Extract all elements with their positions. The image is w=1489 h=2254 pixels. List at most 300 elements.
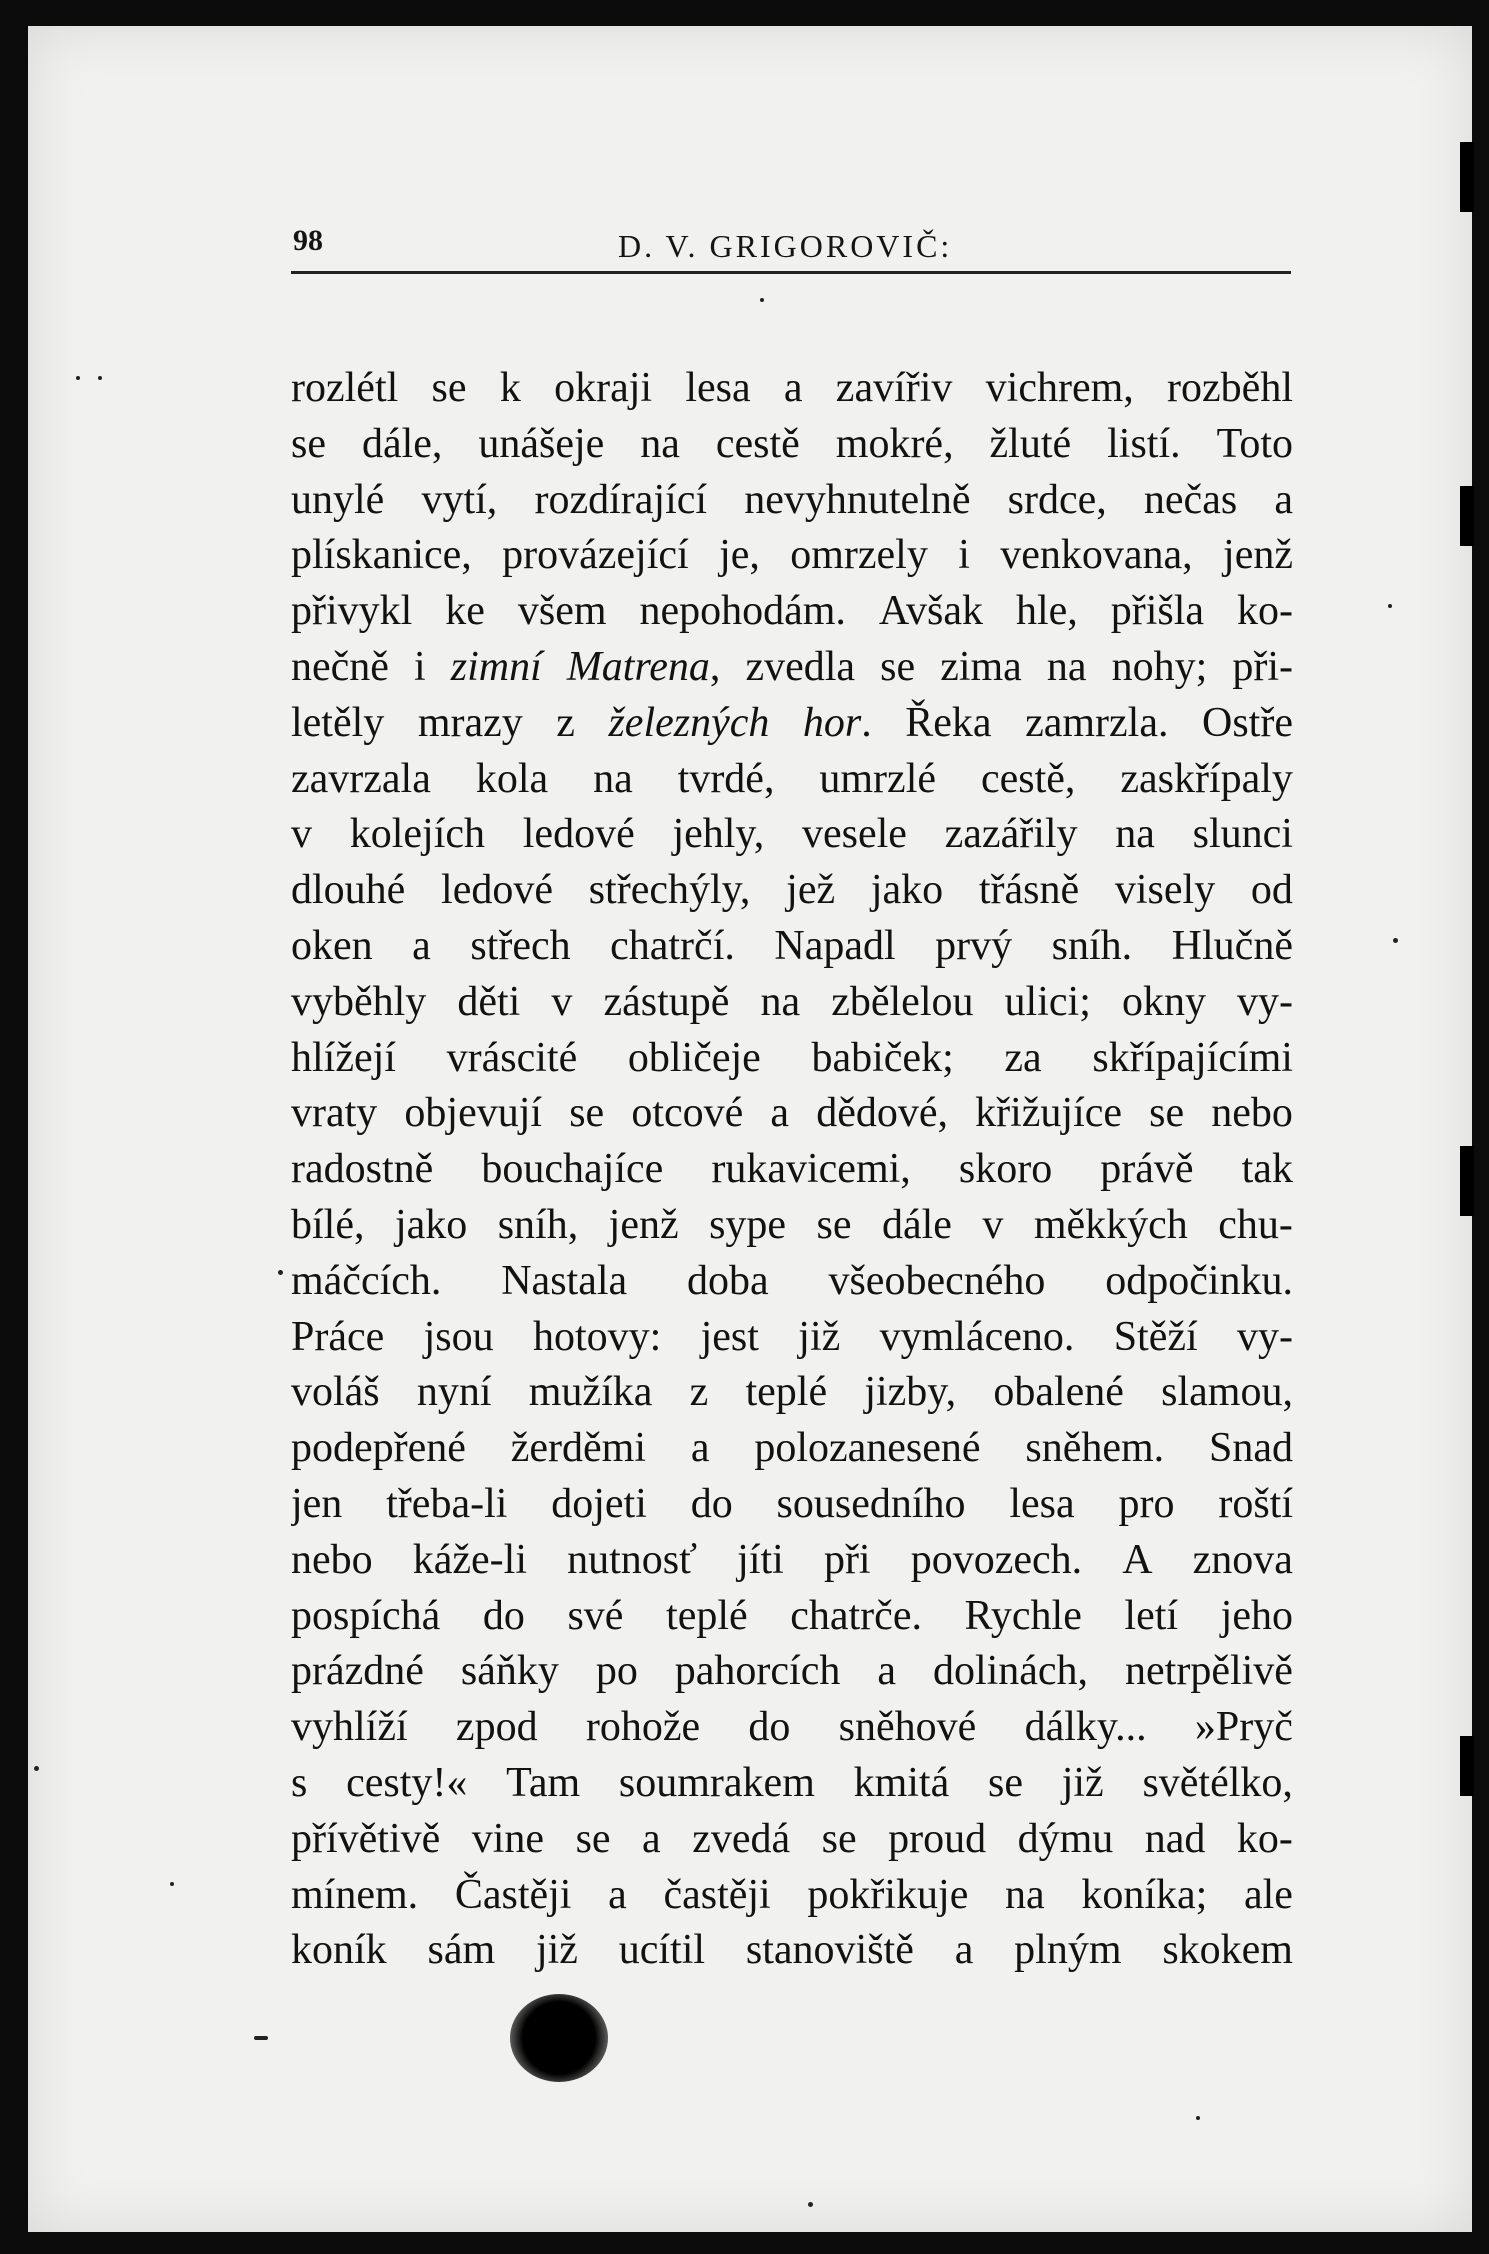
text-run: žluté bbox=[989, 420, 1072, 467]
word bbox=[945, 807, 1078, 863]
text-run: slunci bbox=[1192, 811, 1293, 858]
word bbox=[1193, 1533, 1293, 1589]
text-run: jsou bbox=[423, 1313, 494, 1360]
word bbox=[1115, 807, 1155, 863]
word bbox=[455, 1868, 572, 1924]
word bbox=[1081, 1868, 1207, 1924]
text-run: sněhem. bbox=[1025, 1425, 1165, 1472]
word bbox=[940, 640, 1022, 696]
text-line bbox=[291, 1644, 1293, 1700]
word bbox=[412, 919, 431, 975]
word bbox=[456, 1700, 538, 1756]
text-run: se bbox=[880, 643, 916, 690]
text-run: pospíchá bbox=[291, 1592, 441, 1639]
word bbox=[567, 1589, 623, 1645]
text-run: i bbox=[958, 532, 970, 579]
text-run: a bbox=[770, 1090, 790, 1137]
text-run: ke bbox=[445, 588, 485, 635]
word bbox=[1025, 696, 1168, 752]
text-run: sousedního bbox=[776, 1480, 966, 1527]
text-run: cestě bbox=[715, 420, 800, 467]
word bbox=[819, 752, 936, 808]
text-line bbox=[291, 1254, 1293, 1310]
word bbox=[291, 640, 389, 696]
word bbox=[511, 1421, 646, 1477]
word bbox=[933, 1644, 1088, 1700]
speck bbox=[1393, 938, 1398, 943]
word bbox=[685, 361, 750, 417]
text-run: z bbox=[689, 1369, 709, 1416]
text-run: teplé bbox=[745, 1369, 828, 1416]
text-run: jest bbox=[700, 1313, 759, 1360]
word bbox=[911, 1533, 1082, 1589]
italic-text: hor bbox=[802, 699, 862, 746]
text-run: hle, bbox=[1015, 588, 1078, 635]
word bbox=[291, 1421, 466, 1477]
text-run: nebo bbox=[1211, 1090, 1293, 1137]
word bbox=[346, 1756, 467, 1812]
text-run: mínem. bbox=[291, 1871, 419, 1918]
text-run: nyní bbox=[416, 1369, 492, 1416]
text-run: dále bbox=[881, 1201, 952, 1248]
word bbox=[802, 807, 907, 863]
word bbox=[1100, 1142, 1193, 1198]
text-run: cesty!« bbox=[346, 1759, 468, 1806]
text-run: děti bbox=[457, 978, 521, 1025]
text-run: jehly, bbox=[672, 811, 765, 858]
text-run: je, bbox=[719, 532, 760, 579]
text-run: tvrdé, bbox=[677, 755, 775, 802]
word bbox=[1167, 361, 1293, 417]
word bbox=[979, 863, 1079, 919]
text-run: s bbox=[291, 1759, 308, 1806]
text-run: Hlučně bbox=[1171, 922, 1293, 969]
text-run: provázející bbox=[502, 532, 689, 579]
text-run: znova bbox=[1192, 1536, 1293, 1583]
text-run: nutnosť bbox=[567, 1536, 698, 1583]
text-run: jenž bbox=[608, 1201, 679, 1248]
word bbox=[1107, 417, 1181, 473]
word bbox=[709, 1198, 786, 1254]
text-run: a bbox=[1274, 476, 1293, 523]
text-run: , bbox=[709, 643, 721, 690]
word bbox=[1251, 863, 1293, 919]
word bbox=[975, 1086, 1122, 1142]
text-run: Toto bbox=[1216, 420, 1293, 467]
text-run: roští bbox=[1218, 1480, 1293, 1527]
text-run: zvedá bbox=[692, 1815, 791, 1862]
word bbox=[905, 696, 991, 752]
word bbox=[1172, 919, 1293, 975]
word bbox=[445, 584, 485, 640]
text-run: pahorcích bbox=[674, 1648, 841, 1695]
word bbox=[628, 1031, 761, 1087]
text-run: na bbox=[1046, 643, 1087, 690]
text-run: se bbox=[816, 1201, 852, 1248]
text-run: se bbox=[575, 1815, 611, 1862]
word bbox=[959, 1142, 1052, 1198]
text-run: vine bbox=[471, 1815, 545, 1862]
word bbox=[551, 1477, 647, 1533]
text-run: voláš bbox=[291, 1369, 380, 1416]
text-run: listí. bbox=[1107, 420, 1181, 467]
speck bbox=[1196, 2116, 1200, 2120]
text-run: sype bbox=[709, 1201, 787, 1248]
text-run: jíti bbox=[737, 1536, 784, 1583]
word bbox=[609, 1198, 679, 1254]
word bbox=[461, 1644, 559, 1700]
word bbox=[1193, 807, 1293, 863]
text-run: rukavicemi, bbox=[711, 1146, 911, 1193]
word bbox=[470, 919, 570, 975]
text-run: stanoviště bbox=[745, 1927, 914, 1974]
word bbox=[362, 417, 442, 473]
word bbox=[501, 1254, 627, 1310]
text-run: jako bbox=[394, 1201, 468, 1248]
word bbox=[1115, 863, 1215, 919]
text-run: plískanice, bbox=[291, 532, 472, 579]
text-run: chatrče. bbox=[790, 1592, 922, 1639]
text-run: unášeje bbox=[478, 420, 605, 467]
word bbox=[291, 584, 412, 640]
word bbox=[472, 1812, 544, 1868]
text-line bbox=[291, 863, 1293, 919]
text-run: ulici; bbox=[1004, 978, 1091, 1025]
word bbox=[1202, 696, 1293, 752]
word bbox=[836, 417, 954, 473]
word bbox=[1237, 975, 1293, 1031]
word bbox=[692, 1812, 790, 1868]
word bbox=[807, 1868, 968, 1924]
text-line bbox=[291, 640, 1293, 696]
word bbox=[711, 1142, 910, 1198]
text-run: vráscité bbox=[446, 1034, 578, 1081]
header-rule bbox=[291, 271, 1291, 274]
running-head bbox=[28, 26, 1472, 264]
text-run: vichrem, bbox=[985, 365, 1134, 411]
speck bbox=[278, 1270, 283, 1275]
text-run: se bbox=[987, 1759, 1023, 1806]
word bbox=[1114, 1310, 1198, 1366]
word bbox=[1242, 1142, 1293, 1198]
word bbox=[593, 752, 633, 808]
word bbox=[567, 640, 721, 696]
word bbox=[1025, 1421, 1164, 1477]
text-run: všem bbox=[517, 588, 607, 635]
italic-text: zimní bbox=[450, 643, 542, 690]
word bbox=[1018, 1812, 1114, 1868]
text-run: právě bbox=[1100, 1146, 1194, 1193]
word bbox=[675, 1644, 841, 1700]
word bbox=[291, 1198, 364, 1254]
text-run: skřípajícími bbox=[1092, 1034, 1293, 1081]
text-run: ko- bbox=[1236, 588, 1293, 635]
word bbox=[291, 473, 384, 529]
text-run: Stěží bbox=[1113, 1313, 1198, 1360]
word bbox=[1211, 1086, 1293, 1142]
text-run: hlížejí bbox=[291, 1034, 396, 1081]
text-run: srdce, bbox=[1007, 476, 1107, 523]
text-run: káže-li bbox=[412, 1536, 527, 1583]
text-run: kmitá bbox=[853, 1759, 950, 1806]
word bbox=[476, 752, 548, 808]
text-line bbox=[291, 752, 1293, 808]
text-run: vyhlíží bbox=[291, 1704, 408, 1751]
word bbox=[672, 807, 764, 863]
word bbox=[882, 1198, 952, 1254]
text-run: do bbox=[482, 1592, 525, 1639]
text-run: nad bbox=[1144, 1815, 1206, 1862]
text-run: jen bbox=[291, 1480, 343, 1527]
text-run: do bbox=[748, 1704, 791, 1751]
word bbox=[993, 1365, 1124, 1421]
edge-mark bbox=[1460, 1146, 1474, 1216]
word bbox=[935, 919, 1012, 975]
word bbox=[854, 1756, 950, 1812]
text-run: k bbox=[499, 365, 521, 411]
word bbox=[1062, 1756, 1104, 1812]
word bbox=[640, 417, 680, 473]
word bbox=[518, 584, 607, 640]
text-run: venkovana, bbox=[1000, 532, 1193, 579]
word bbox=[871, 863, 943, 919]
word bbox=[291, 528, 472, 584]
word bbox=[554, 361, 652, 417]
text-run: okny bbox=[1121, 978, 1206, 1025]
text-run: omrzely bbox=[790, 532, 928, 579]
word bbox=[569, 1086, 604, 1142]
text-run: objevují bbox=[404, 1090, 543, 1137]
text-run: do bbox=[690, 1480, 733, 1527]
text-run: rozběhl bbox=[1167, 365, 1293, 411]
text-line bbox=[291, 919, 1293, 975]
word bbox=[291, 1365, 380, 1421]
word bbox=[981, 752, 1075, 808]
text-run: měkkých bbox=[1033, 1201, 1188, 1248]
text-run: jež bbox=[786, 867, 836, 914]
text-run: střechýly, bbox=[588, 867, 751, 914]
word bbox=[291, 1142, 433, 1198]
text-run: slamou, bbox=[1161, 1369, 1293, 1416]
word bbox=[291, 1812, 440, 1868]
word bbox=[500, 361, 521, 417]
word bbox=[596, 1644, 638, 1700]
word bbox=[988, 1756, 1023, 1812]
text-run: Nastala bbox=[501, 1257, 628, 1304]
text-run: při- bbox=[1232, 643, 1293, 690]
word bbox=[576, 1812, 611, 1868]
word bbox=[291, 807, 312, 863]
word bbox=[1005, 1868, 1045, 1924]
text-run: nečas bbox=[1143, 476, 1238, 523]
word bbox=[1218, 1477, 1293, 1533]
word bbox=[745, 640, 855, 696]
word bbox=[291, 1477, 342, 1533]
word bbox=[1244, 1868, 1293, 1924]
text-run: na bbox=[1115, 811, 1155, 858]
word bbox=[536, 1923, 578, 1979]
text-run: visely bbox=[1114, 867, 1216, 914]
word bbox=[447, 1031, 578, 1087]
word bbox=[798, 1310, 840, 1366]
word bbox=[745, 1365, 827, 1421]
text-run: máčcích. bbox=[291, 1257, 442, 1304]
text-run: ko- bbox=[1236, 1815, 1293, 1862]
text-run: vymláceno. bbox=[879, 1313, 1075, 1360]
word bbox=[1237, 1310, 1293, 1366]
speck bbox=[98, 376, 102, 380]
text-line bbox=[291, 1198, 1293, 1254]
text-run: v bbox=[551, 978, 573, 1025]
word bbox=[982, 1198, 1003, 1254]
word bbox=[427, 1923, 495, 1979]
text-run: světélko, bbox=[1142, 1759, 1293, 1806]
text-run: z bbox=[556, 699, 575, 746]
text-run: hotovy: bbox=[532, 1313, 662, 1360]
word bbox=[639, 584, 845, 640]
word bbox=[1221, 1589, 1293, 1645]
word bbox=[1144, 473, 1237, 529]
text-run: vytí, bbox=[421, 476, 498, 523]
text-run: plným bbox=[1014, 1927, 1122, 1974]
word bbox=[986, 361, 1134, 417]
text-run: mokré, bbox=[835, 420, 954, 467]
text-run: vy- bbox=[1237, 1313, 1293, 1360]
word bbox=[642, 1812, 661, 1868]
word bbox=[386, 1477, 507, 1533]
text-run: skokem bbox=[1162, 1927, 1293, 1974]
word bbox=[716, 417, 800, 473]
text-run: oken bbox=[291, 922, 373, 969]
text-run: se bbox=[821, 1815, 857, 1862]
text-run: střech bbox=[470, 922, 571, 969]
word bbox=[1218, 1198, 1293, 1254]
speck bbox=[760, 298, 764, 302]
word bbox=[350, 807, 485, 863]
word bbox=[291, 696, 384, 752]
text-run: sám bbox=[427, 1927, 496, 1974]
text-run: tak bbox=[1241, 1146, 1293, 1193]
word bbox=[506, 1756, 580, 1812]
text-run: soumrakem bbox=[618, 1759, 815, 1806]
text-run: přívětivě bbox=[291, 1815, 441, 1862]
word bbox=[1124, 1589, 1178, 1645]
text-run: sníh, bbox=[497, 1201, 579, 1248]
text-run: dýmu bbox=[1017, 1815, 1114, 1862]
text-run: vy- bbox=[1237, 978, 1293, 1025]
speck bbox=[76, 376, 80, 380]
word bbox=[691, 1421, 710, 1477]
text-run: zpod bbox=[455, 1704, 538, 1751]
text-run: chu- bbox=[1218, 1201, 1293, 1248]
word bbox=[784, 361, 803, 417]
word bbox=[691, 1477, 733, 1533]
word bbox=[502, 528, 689, 584]
word bbox=[1120, 752, 1293, 808]
text-run: odpočinku. bbox=[1105, 1257, 1293, 1304]
word bbox=[291, 1589, 440, 1645]
word bbox=[291, 1644, 424, 1700]
word bbox=[589, 863, 751, 919]
word bbox=[481, 1142, 663, 1198]
word bbox=[291, 1756, 307, 1812]
word bbox=[418, 696, 523, 752]
text-line bbox=[291, 1421, 1293, 1477]
text-run: zima bbox=[940, 643, 1022, 690]
text-run: vyběhly bbox=[291, 978, 427, 1025]
text-run: . bbox=[861, 699, 872, 746]
word bbox=[888, 1812, 986, 1868]
word bbox=[663, 1868, 770, 1924]
text-run: častěji bbox=[663, 1871, 771, 1918]
word bbox=[1161, 1365, 1293, 1421]
word bbox=[790, 528, 928, 584]
text-run: cestě, bbox=[980, 755, 1076, 802]
word bbox=[478, 417, 604, 473]
text-run: radostně bbox=[291, 1146, 434, 1193]
text-run: obalené bbox=[993, 1369, 1124, 1416]
word bbox=[1092, 1031, 1293, 1087]
text-run: již bbox=[798, 1313, 841, 1360]
text-run: již bbox=[535, 1927, 578, 1974]
word bbox=[608, 1868, 627, 1924]
text-line bbox=[291, 1310, 1293, 1366]
word bbox=[395, 1198, 467, 1254]
text-run: teplé bbox=[666, 1592, 748, 1639]
word bbox=[291, 1533, 373, 1589]
word bbox=[864, 1365, 956, 1421]
text-run: na bbox=[640, 420, 680, 467]
text-run: letěly bbox=[291, 699, 385, 746]
text-line bbox=[291, 1533, 1293, 1589]
text-run: i bbox=[414, 643, 426, 690]
word bbox=[880, 640, 915, 696]
word bbox=[291, 1086, 377, 1142]
text-line bbox=[291, 696, 1293, 752]
speck bbox=[808, 2202, 813, 2207]
word bbox=[533, 1310, 661, 1366]
text-run: v bbox=[982, 1201, 1004, 1248]
word bbox=[608, 696, 769, 752]
text-run: obličeje bbox=[627, 1034, 761, 1081]
word bbox=[404, 1086, 542, 1142]
text-run: bílé, bbox=[291, 1201, 365, 1248]
word bbox=[441, 863, 553, 919]
word bbox=[1237, 584, 1293, 640]
text-run: bouchajíce bbox=[481, 1146, 664, 1193]
text-run: již bbox=[1061, 1759, 1104, 1806]
edge-mark bbox=[1460, 1736, 1474, 1796]
text-run: zavířiv bbox=[835, 365, 953, 411]
word bbox=[1209, 1421, 1293, 1477]
text-run: nohy; bbox=[1111, 643, 1208, 690]
word bbox=[955, 1923, 974, 1979]
edge-mark bbox=[1460, 486, 1474, 546]
text-line bbox=[291, 1923, 1293, 1979]
word bbox=[880, 1310, 1075, 1366]
text-line bbox=[291, 975, 1293, 1031]
text-run: dlouhé bbox=[291, 867, 406, 914]
body-text bbox=[291, 361, 1293, 1979]
text-run: dolinách, bbox=[932, 1648, 1089, 1695]
word bbox=[1005, 975, 1091, 1031]
text-run: zaskřípaly bbox=[1120, 755, 1293, 802]
word bbox=[619, 1756, 815, 1812]
book-page bbox=[28, 26, 1472, 2232]
text-line bbox=[291, 1365, 1293, 1421]
word bbox=[1000, 528, 1192, 584]
word bbox=[777, 1477, 966, 1533]
